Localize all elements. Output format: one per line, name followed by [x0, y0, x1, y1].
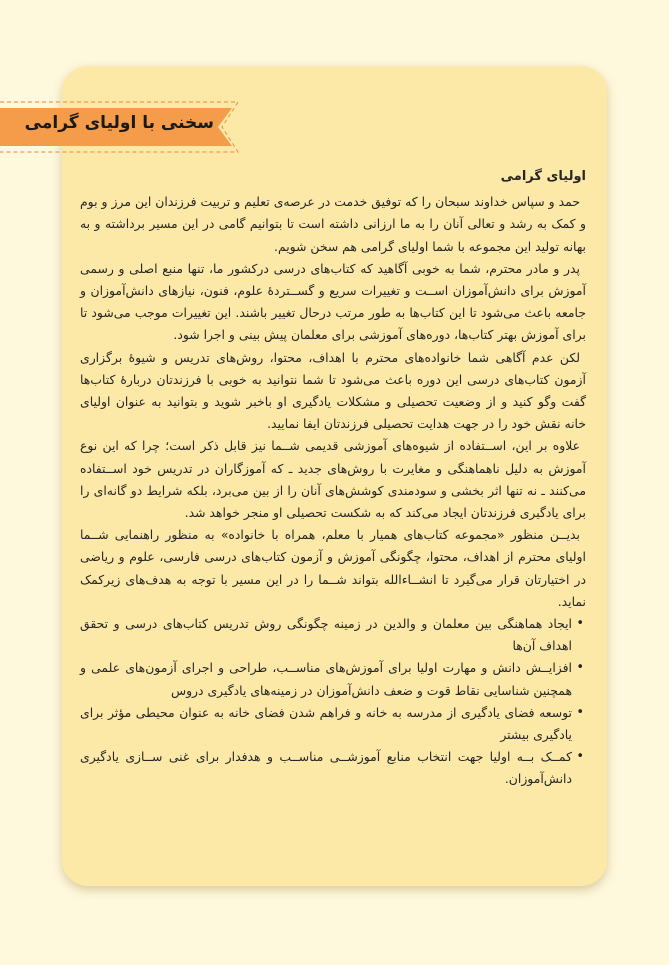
goal-text: ایجاد هماهنگی بین معلمان و والدین در زمینه چگونگی روش تدریس کتاب‌های درسی و تحقق اهداف آن‌ها [80, 616, 572, 654]
greeting-heading: اولیای گرامی [500, 169, 586, 184]
bullet-icon: • [576, 704, 584, 720]
goals-list [80, 613, 586, 791]
paragraph: بدیــن منظور «مجموعه کتاب‌های همیار با معلم، همراه با خانواده» به منظور راهنمایی شــما اولیای محترم از اهداف، محتوا، چگونگی آموزش و آزمون کتاب‌های درسی فارسی، علوم و ریاضی در اختیارتان قرار می‌گیرد تا انشــاءالله بتواند شــما را در این مسیر با توجه به هدف‌های زیرکمک نماید. [80, 527, 586, 609]
goal-item [80, 613, 586, 657]
bullet-icon: • [576, 660, 584, 676]
paragraph: علاوه بر این، اســتفاده از شیوه‌های آموزشی قدیمی شــما نیز قابل ذکر است؛ چرا که این نوع آموزش به دلیل ناهماهنگی و مغایرت با روش‌های جدید ـ که آموزگاران در تدریس خود اســتفاده می‌کنند ـ نه تنها اثر بخشی و سودمندی کوشش‌های آنان را از بین می‌برد، بلکه شرایط دو گانه‌ای را برای یادگیری فرزندتان ایجاد می‌کند که به شکست تحصیلی او منجر خواهد شد. [80, 438, 586, 521]
letter-body [80, 166, 586, 791]
bullet-icon: • [576, 616, 584, 632]
paragraph: پدر و مادر محترم، شما به خوبی آگاهید که کتاب‌های درسی درکشور ما، تنها منبع اصلی و رسمی آموزش برای دانش‌آموزان اســت و تغییرات سریع و گســتردهٔ علوم، فنون، نیازهای دانش‌آموزان و جامعه باعث می‌شود تا این کتاب‌ها به طور مرتب درحال تغییر باشند. این تغییرات موجب می‌شود تا برای آموزش بهتر کتاب‌ها، دوره‌های آموزشی برای معلمان پیش بینی و اجرا شود. [80, 260, 586, 343]
paragraph: حمد و سپاس خداوند سبحان را که توفیق خدمت در عرصه‌ی تعلیم و تربیت فرزندان این مرز و بوم و کمک به رشد و تعالی آنان را به ما ارزانی داشته است تا بتوانیم گامی در این مسیر برداشته و به بهانه تولید این مجموعه با شما اولیای گرامی هم سخن شویم. [80, 194, 586, 254]
goal-item [80, 746, 586, 790]
bullet-icon: • [576, 749, 584, 765]
banner-title: سخنی با اولیای گرامی [24, 113, 214, 133]
goal-item [80, 702, 586, 746]
goal-text: توسعه فضای یادگیری از مدرسه به خانه و فراهم شدن فضای خانه به عنوان محیطی مؤثر برای یادگیری بیشتر [80, 704, 572, 743]
goal-item [80, 657, 586, 701]
goal-text: افزایــش دانش و مهارت اولیا برای آموزش‌های مناســب، طراحی و اجرای آزمون‌های علمی و همچنین شناسایی نقاط قوت و ضعف دانش‌آموزان در زمینه‌های یادگیری دروس [80, 660, 572, 698]
title-banner [0, 96, 262, 158]
goal-text: کمــک بــه اولیا جهت انتخاب منابع آموزشــی مناســب و هدفدار برای غنی ســازی یادگیری دانش‌آموزان. [80, 749, 572, 787]
paragraph: لکن عدم آگاهی شما خانواده‌های محترم با اهداف، محتوا، روش‌های تدریس و شیوهٔ برگزاری آزمون کتاب‌های درسی این دوره باعث می‌شود تا شما نتوانید به خوبی با فرزندتان دربارهٔ کتاب‌ها گفت وگو کنید و از وضعیت تحصیلی و مشکلات یادگیری او باخبر شوید و بتوانید به عنوان اولیای خانه نقش خود را در جهت هدایت تحصیلی فرزندتان ایفا نمایید. [80, 349, 586, 432]
